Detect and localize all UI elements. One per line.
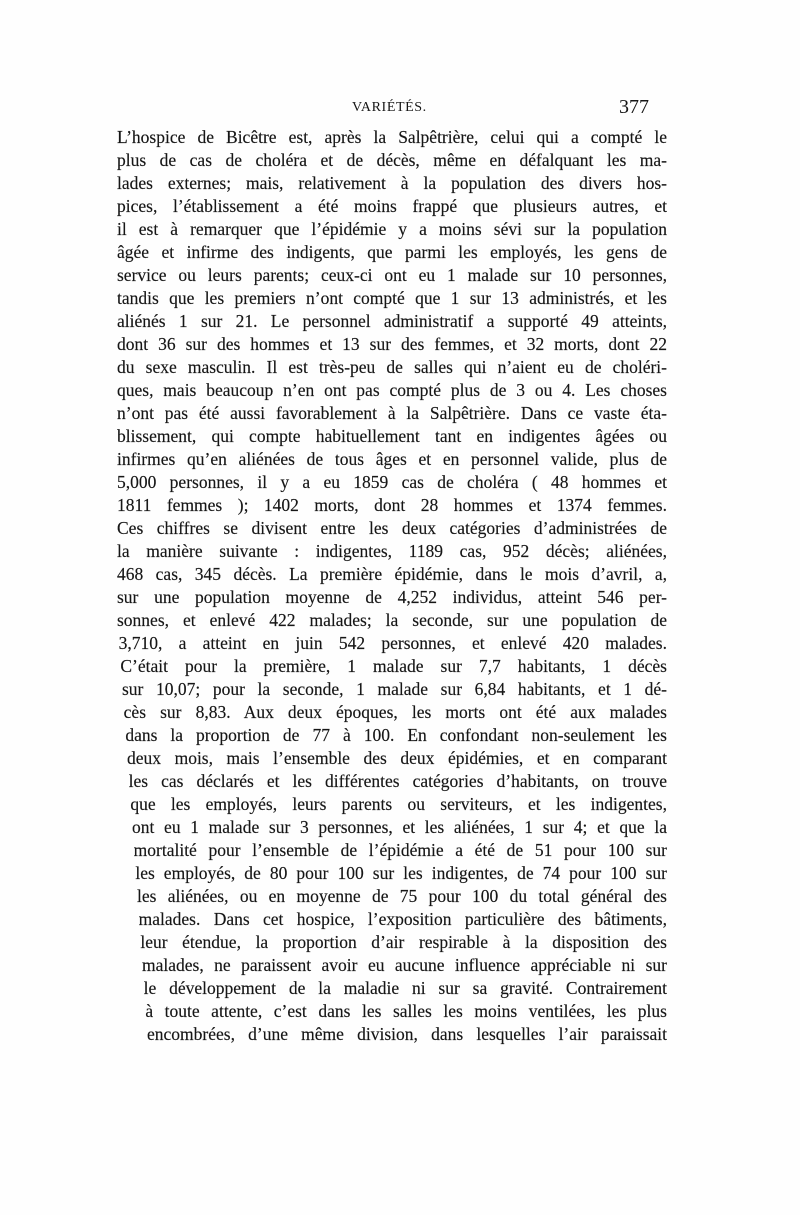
text-line: C’était pour la première, 1 malade sur 7,7 habitants, 1 décès <box>120 656 667 676</box>
text-line: tandis que les premiers n’ont compté que 1 sur 13 administrés, et les <box>117 288 667 308</box>
text-line: leur étendue, la proportion d’air respirable à la disposition des <box>140 932 667 952</box>
text-line: service ou leurs parents; ceux-ci ont eu 1 malade sur 10 personnes, <box>117 265 667 285</box>
text-line: sonnes, et enlevé 422 malades; la seconde, sur une population de <box>117 610 667 630</box>
text-line: aliénés 1 sur 21. Le personnel administratif a supporté 49 atteints, <box>117 311 667 331</box>
text-line: à toute attente, c’est dans les salles les moins ventilées, les plus <box>145 1001 667 1021</box>
page-number: 377 <box>619 96 649 118</box>
text-line: sur 10,07; pour la seconde, 1 malade sur 6,84 habitants, et 1 dé- <box>122 679 667 699</box>
text-line: pices, l’établissement a été moins frappé que plusieurs autres, et <box>117 196 667 216</box>
text-line: plus de cas de choléra et de décès, même en défalquant les ma- <box>117 150 667 170</box>
text-line: Ces chiffres se divisent entre les deux catégories d’administrées de <box>117 518 667 538</box>
text-line: n’ont pas été aussi favorablement à la Salpêtrière. Dans ce vaste éta- <box>117 403 667 423</box>
text-line: 5,000 personnes, il y a eu 1859 cas de choléra ( 48 hommes et <box>117 472 667 492</box>
text-line: 1811 femmes ); 1402 morts, dont 28 hommes et 1374 femmes. <box>117 495 667 515</box>
text-line: blissement, qui compte habituellement tant en indigentes âgées ou <box>117 426 667 446</box>
text-line: encombrées, d’une même division, dans lesquelles l’air paraissait <box>147 1024 667 1044</box>
running-title: VARIÉTÉS. <box>352 100 427 115</box>
text-line: malades, ne paraissent avoir eu aucune influence appréciable ni sur <box>142 955 667 975</box>
text-line: les aliénées, ou en moyenne de 75 pour 100 du total général des <box>137 886 667 906</box>
text-line: le développement de la maladie ni sur sa gravité. Contrairement <box>143 978 667 998</box>
text-line: infirmes qu’en aliénées de tous âges et en personnel valide, plus de <box>117 449 667 469</box>
text-line: deux mois, mais l’ensemble des deux épidémies, et en comparant <box>127 748 667 768</box>
text-line: dans la proportion de 77 à 100. En confondant non-seulement les <box>125 725 667 745</box>
text-line: ques, mais beaucoup n’en ont pas compté plus de 3 ou 4. Les choses <box>117 380 667 400</box>
text-line: cès sur 8,83. Aux deux époques, les morts ont été aux malades <box>123 702 667 722</box>
text-line: mortalité pour l’ensemble de l’épidémie a été de 51 pour 100 sur <box>133 840 667 860</box>
text-line: malades. Dans cet hospice, l’exposition particulière des bâtiments, <box>138 909 667 929</box>
text-line: la manière suivante : indigentes, 1189 cas, 952 décès; aliénées, <box>117 541 667 561</box>
text-line: les cas déclarés et les différentes catégories d’habitants, on trouve <box>128 771 667 791</box>
text-line: lades externes; mais, relativement à la population des divers hos- <box>117 173 667 193</box>
text-line: du sexe masculin. Il est très-peu de salles qui n’aient eu de choléri- <box>117 357 667 377</box>
text-line: L’hospice de Bicêtre est, après la Salpêtrière, celui qui a compté le <box>117 127 667 147</box>
text-line: les employés, de 80 pour 100 sur les indigentes, de 74 pour 100 sur <box>135 863 667 883</box>
text-line: dont 36 sur des hommes et 13 sur des femmes, et 32 morts, dont 22 <box>117 334 667 354</box>
text-line: il est à remarquer que l’épidémie y a moins sévi sur la population <box>117 219 667 239</box>
text-line: sur une population moyenne de 4,252 individus, atteint 546 per- <box>117 587 667 607</box>
text-line: ont eu 1 malade sur 3 personnes, et les aliénées, 1 sur 4; et que la <box>132 817 667 837</box>
text-line: 3,710, a atteint en juin 542 personnes, et enlevé 420 malades. <box>118 633 667 653</box>
text-line: que les employés, leurs parents ou serviteurs, et les indigentes, <box>130 794 667 814</box>
text-line: âgée et infirme des indigents, que parmi les employés, les gens de <box>117 242 667 262</box>
text-line: 468 cas, 345 décès. La première épidémie, dans le mois d’avril, a, <box>117 564 667 584</box>
